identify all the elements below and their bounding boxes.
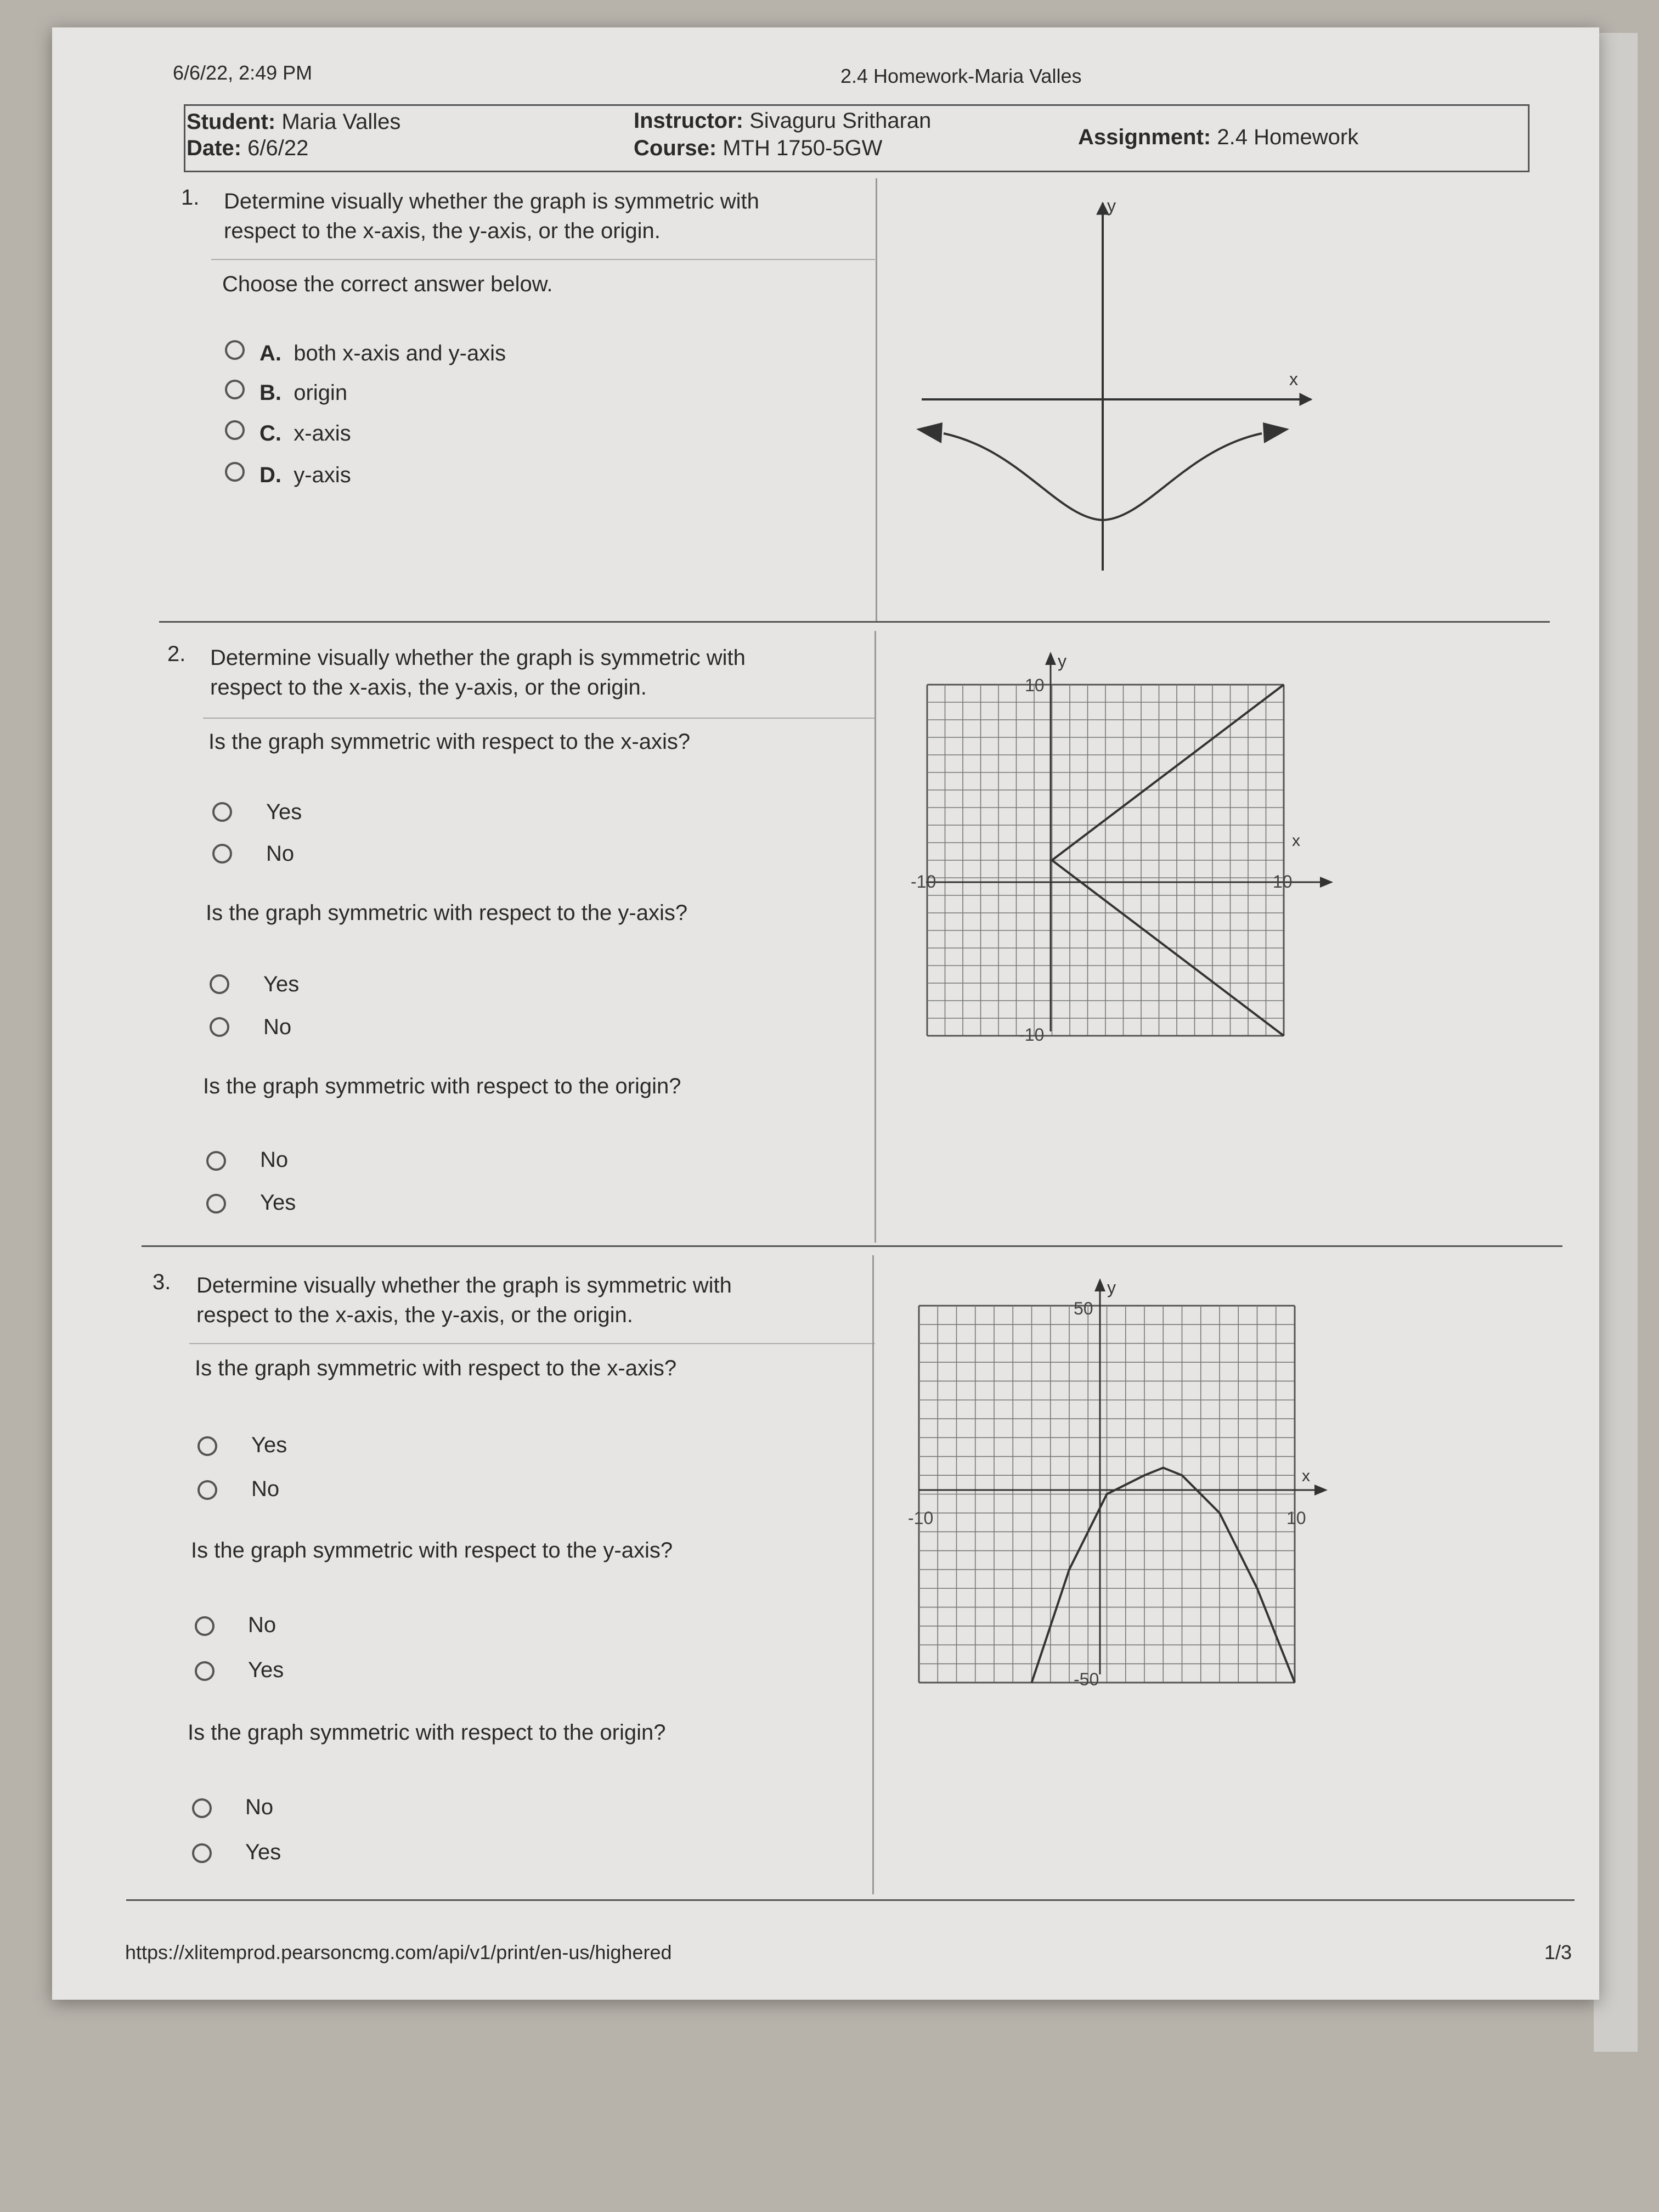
q2-x-label: x	[1292, 832, 1300, 850]
instructor-name: Sivaguru Sritharan	[749, 109, 932, 133]
q2-sub2-yes-radio[interactable]	[210, 974, 229, 994]
q2-prompt-line1: Determine visually whether the graph is symmetric with	[210, 646, 746, 670]
q3-bottom-rule	[126, 1899, 1575, 1901]
q3-number: 3.	[153, 1270, 171, 1294]
q2-sub2-yes[interactable]: Yes	[263, 972, 300, 996]
q1-option-a[interactable]: A. both x-axis and y-axis	[259, 341, 506, 365]
assignment-date: 6/6/22	[247, 136, 309, 160]
date-line: Date: 6/6/22	[187, 136, 309, 160]
q3-sub2-question: Is the graph symmetric with respect to the y-axis?	[191, 1538, 673, 1562]
q3-sub2-no[interactable]: No	[248, 1613, 276, 1637]
q3-graph	[908, 1274, 1347, 1691]
instructor-line: Instructor: Sivaguru Sritharan	[634, 109, 932, 133]
q1-instruction: Choose the correct answer below.	[222, 272, 553, 296]
q2-bottom-rule	[142, 1245, 1562, 1247]
q2-sub1-question: Is the graph symmetric with respect to the x-axis?	[208, 730, 691, 754]
course-line: Course: MTH 1750-5GW	[634, 136, 883, 160]
q1-option-d-radio[interactable]	[225, 462, 245, 482]
q1-option-c-radio[interactable]	[225, 420, 245, 440]
q3-sub1-no-radio[interactable]	[198, 1480, 217, 1500]
q2-graph	[911, 647, 1350, 1053]
q3-sub1-yes-radio[interactable]	[198, 1436, 217, 1456]
student-line: Student: Maria Valles	[187, 110, 401, 134]
q3-sub2-yes[interactable]: Yes	[248, 1658, 284, 1682]
q3-prompt-line1: Determine visually whether the graph is symmetric with	[196, 1273, 732, 1297]
q2-sub3-no[interactable]: No	[260, 1148, 289, 1172]
q2-sub3-no-radio[interactable]	[206, 1151, 226, 1171]
q2-number: 2.	[167, 642, 186, 666]
q1-number: 1.	[181, 185, 200, 210]
q2-grid	[927, 685, 1284, 1036]
q2-x-axis-arrow	[1320, 877, 1333, 888]
back-sheet-edge	[1594, 33, 1638, 2052]
q3-sub3-yes[interactable]: Yes	[245, 1840, 281, 1864]
q1-bottom-rule	[159, 621, 1550, 623]
q3-sub3-no[interactable]: No	[245, 1795, 274, 1819]
page-number: 1/3	[1544, 1941, 1572, 1963]
q3-x-axis-arrow	[1314, 1485, 1328, 1496]
q2-y-label: y	[1058, 651, 1066, 671]
student-name: Maria Valles	[281, 110, 401, 134]
q2-sub3-yes[interactable]: Yes	[260, 1190, 296, 1215]
q2-sub2-no-radio[interactable]	[210, 1017, 229, 1037]
q2-xmin-label: -10	[911, 872, 936, 891]
document-title: 2.4 Homework-Maria Valles	[840, 65, 1082, 87]
q1-y-label: y	[1107, 196, 1116, 216]
q1-option-c[interactable]: C. x-axis	[259, 421, 351, 445]
q2-xmax-label: 10	[1273, 872, 1293, 891]
q3-sub3-no-radio[interactable]	[192, 1798, 212, 1818]
q1-option-b[interactable]: B. origin	[259, 381, 348, 405]
q1-column-divider	[876, 178, 877, 622]
q3-x-label: x	[1302, 1467, 1310, 1485]
q3-sub3-question: Is the graph symmetric with respect to the origin?	[188, 1720, 666, 1745]
q2-sub1-no-radio[interactable]	[212, 844, 232, 864]
q1-option-b-radio[interactable]	[225, 380, 245, 399]
q1-prompt-line2: respect to the x-axis, the y-axis, or the origin.	[224, 219, 661, 243]
q3-prompt-divider	[189, 1343, 875, 1344]
print-datetime: 6/6/22, 2:49 PM	[173, 61, 313, 84]
q3-y-axis-arrow	[1094, 1278, 1105, 1291]
q3-sub2-no-radio[interactable]	[195, 1616, 215, 1636]
q3-ymax-label: 50	[1074, 1299, 1093, 1318]
q1-option-d[interactable]: D. y-axis	[259, 463, 351, 487]
q1-option-a-radio[interactable]	[225, 340, 245, 360]
q2-sub3-yes-radio[interactable]	[206, 1194, 226, 1214]
q3-ymin-label: -50	[1074, 1669, 1099, 1689]
q1-x-label: x	[1289, 369, 1298, 389]
q2-sub1-no[interactable]: No	[266, 842, 295, 866]
q2-column-divider	[874, 631, 876, 1243]
q2-sub2-question: Is the graph symmetric with respect to the y-axis?	[206, 901, 688, 925]
q2-prompt-line2: respect to the x-axis, the y-axis, or the origin.	[210, 675, 647, 699]
q3-y-label: y	[1107, 1278, 1116, 1297]
q2-ymax-label: 10	[1025, 675, 1045, 695]
q3-xmin-label: -10	[908, 1508, 934, 1528]
course-name: MTH 1750-5GW	[723, 136, 883, 160]
q1-prompt-divider	[211, 259, 875, 260]
q1-prompt-line1: Determine visually whether the graph is symmetric with	[224, 189, 759, 213]
worksheet-page	[52, 27, 1599, 2000]
q1-curve-right-arrow	[1263, 422, 1289, 443]
footer-url: https://xlitemprod.pearsoncmg.com/api/v1/print/en-us/highered	[125, 1941, 672, 1963]
q3-prompt-line2: respect to the x-axis, the y-axis, or the origin.	[196, 1303, 633, 1327]
q1-curve-left-arrow	[916, 422, 943, 443]
q2-sub3-question: Is the graph symmetric with respect to the origin?	[203, 1074, 681, 1098]
q1-graph	[911, 192, 1322, 576]
q3-xmax-label: 10	[1286, 1508, 1306, 1528]
q3-sub2-yes-radio[interactable]	[195, 1661, 215, 1681]
q2-sub1-yes-radio[interactable]	[212, 802, 232, 822]
q2-sub2-no[interactable]: No	[263, 1015, 292, 1039]
q2-y-axis-arrow	[1045, 652, 1056, 665]
assignment-name: 2.4 Homework	[1217, 125, 1359, 149]
assignment-line: Assignment: 2.4 Homework	[1078, 125, 1359, 149]
q3-column-divider	[872, 1255, 874, 1894]
q2-ymin-label: -10	[1019, 1025, 1045, 1045]
q3-sub1-yes[interactable]: Yes	[251, 1433, 287, 1457]
q3-sub1-question: Is the graph symmetric with respect to the x-axis?	[195, 1356, 677, 1380]
q2-sub1-yes[interactable]: Yes	[266, 800, 302, 824]
q2-prompt-divider	[203, 718, 875, 719]
q3-sub1-no[interactable]: No	[251, 1477, 280, 1501]
q3-sub3-yes-radio[interactable]	[192, 1843, 212, 1863]
